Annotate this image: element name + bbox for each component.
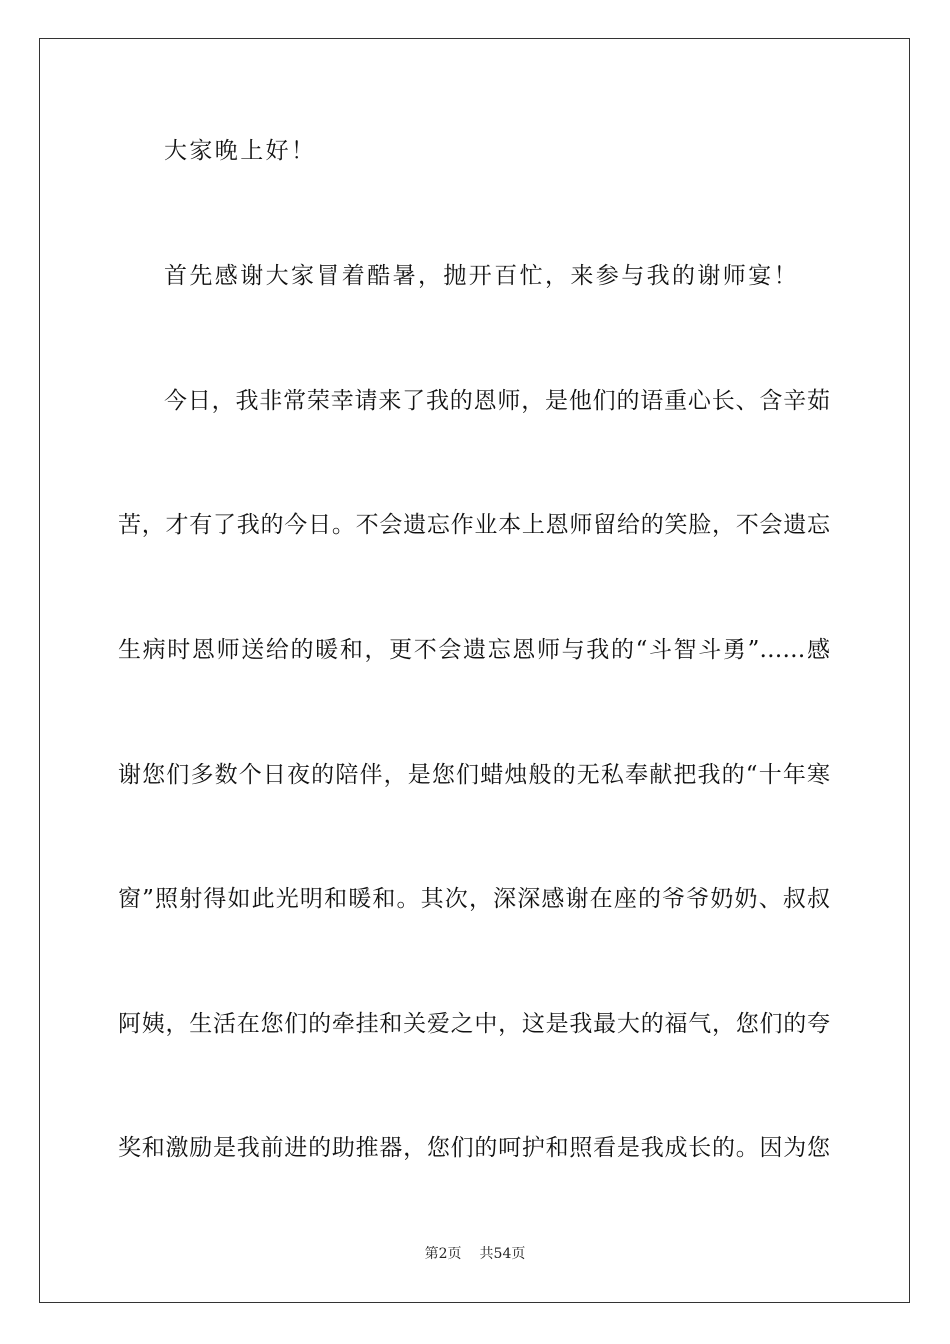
- paragraph-line: 谢您们多数个日夜的陪伴，是您们蜡烛般的无私奉献把我的“十年寒: [118, 762, 830, 788]
- page-number: 第2页: [424, 1246, 462, 1262]
- page-total: 共54页: [479, 1246, 526, 1262]
- page-border: [39, 38, 910, 1303]
- greeting-line: 大家晚上好！: [164, 138, 317, 164]
- paragraph-line: 窗”照射得如此光明和暖和。其次，深深感谢在座的爷爷奶奶、叔叔: [118, 886, 830, 912]
- paragraph-line: 苦，才有了我的今日。不会遗忘作业本上恩师留给的笑脸，不会遗忘: [118, 512, 830, 538]
- paragraph-line: 奖和激励是我前进的助推器，您们的呵护和照看是我成长的。因为您: [118, 1135, 830, 1161]
- page-footer: [0, 1245, 950, 1263]
- paragraph-line: 生病时恩师送给的暖和，更不会遗忘恩师与我的“斗智斗勇”……感: [118, 637, 830, 663]
- paragraph-line: 今日，我非常荣幸请来了我的恩师，是他们的语重心长、含辛茹: [164, 388, 830, 414]
- paragraph-line: 首先感谢大家冒着酷暑，抛开百忙，来参与我的谢师宴！: [164, 263, 799, 289]
- paragraph-line: 阿姨，生活在您们的牵挂和关爱之中，这是我最大的福气，您们的夸: [118, 1011, 830, 1037]
